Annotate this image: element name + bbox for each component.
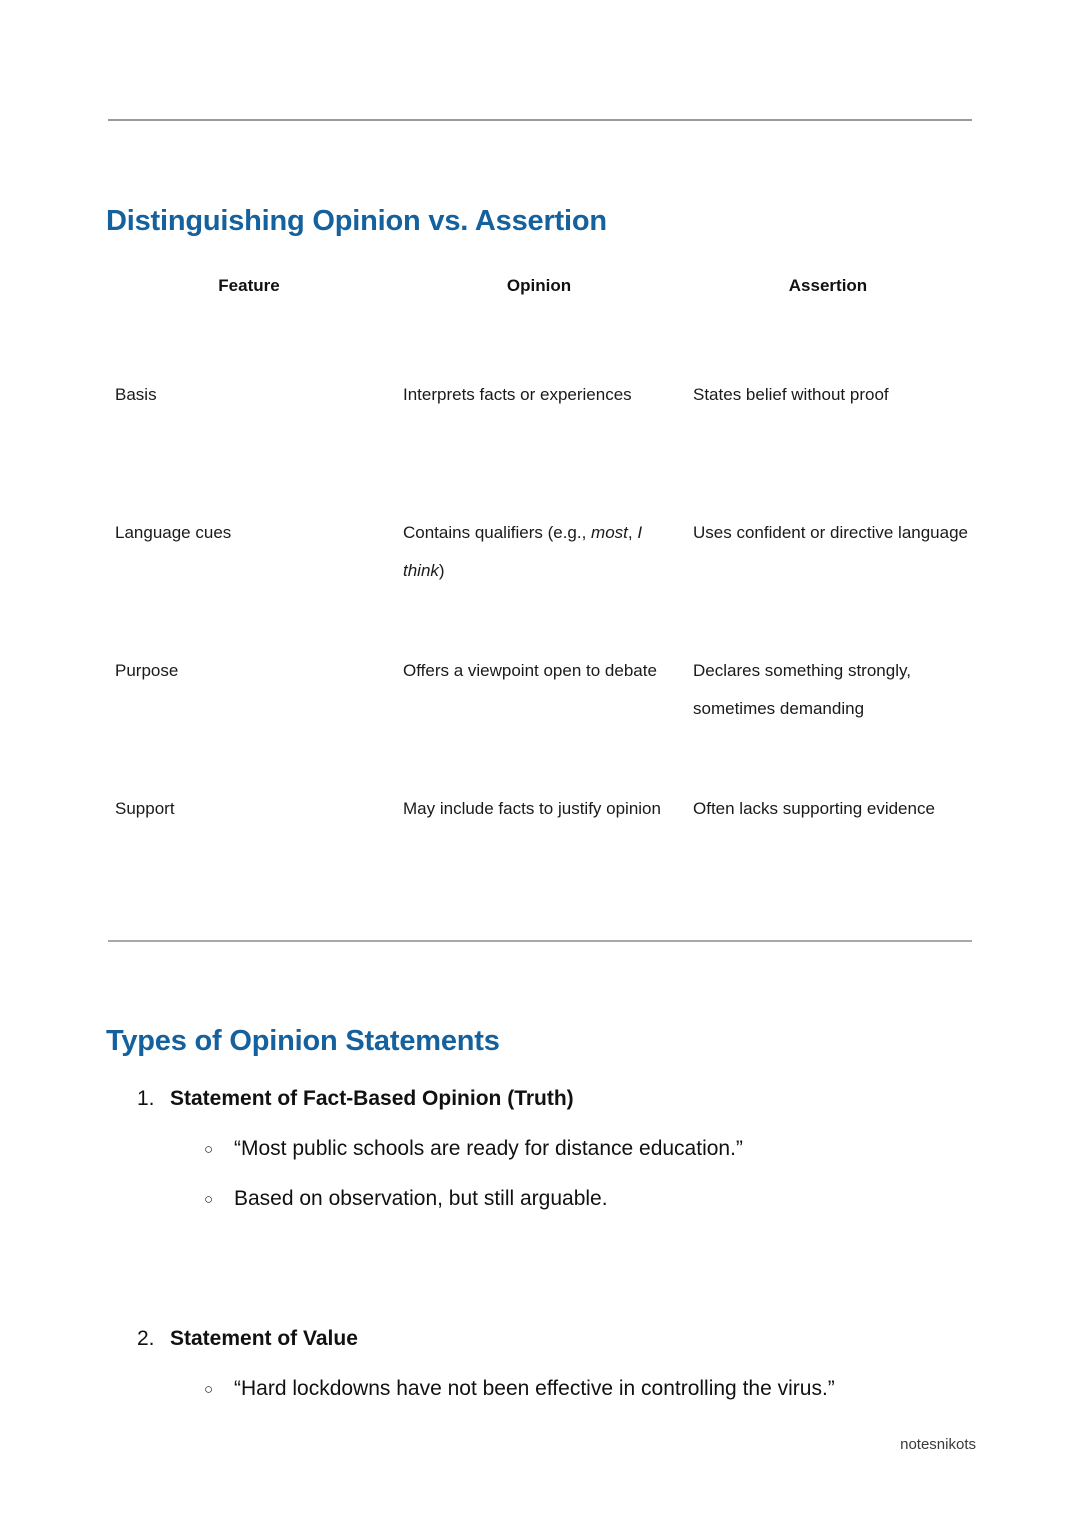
cell-assertion: Uses confident or directive language bbox=[693, 523, 968, 542]
list-item bbox=[0, 1322, 1080, 1422]
list-item bbox=[0, 1082, 1080, 1322]
cell-opinion-suffix: ) bbox=[438, 561, 445, 580]
table-body bbox=[0, 376, 1080, 928]
circle-bullet-icon: ○ bbox=[204, 1141, 214, 1158]
list-number: 1. bbox=[137, 1087, 155, 1110]
sub-list-text: “Most public schools are ready for distance education.” bbox=[234, 1137, 743, 1160]
list-number: 2. bbox=[137, 1327, 155, 1350]
cell-opinion-italic-1: most bbox=[591, 523, 628, 542]
cell-assertion: States belief without proof bbox=[693, 385, 889, 404]
column-header-opinion: Opinion bbox=[506, 276, 572, 295]
table-row bbox=[0, 376, 1080, 514]
table-row bbox=[0, 514, 1080, 652]
sub-list-item bbox=[0, 1132, 1080, 1182]
list-label: Statement of Value bbox=[170, 1327, 358, 1350]
cell-opinion-prefix: Contains qualifiers (e.g., bbox=[403, 523, 592, 542]
circle-bullet-icon: ○ bbox=[204, 1191, 214, 1208]
list-label: Statement of Fact-Based Opinion (Truth) bbox=[170, 1087, 574, 1110]
cell-opinion: Interprets facts or experiences bbox=[403, 385, 632, 404]
cell-opinion-italic-2: I think bbox=[403, 523, 643, 580]
cell-opinion: Offers a viewpoint open to debate bbox=[403, 661, 657, 680]
section-title-types-of-opinion-statements: Types of Opinion Statements bbox=[106, 1025, 500, 1058]
cell-opinion-mid: , bbox=[627, 523, 638, 542]
column-header-assertion: Assertion bbox=[788, 276, 868, 295]
page-title-distinguishing-opinion-vs-assertion: Distinguishing Opinion vs. Assertion bbox=[106, 205, 607, 238]
comparison-table bbox=[0, 276, 1080, 928]
cell-assertion: Often lacks supporting evidence bbox=[693, 799, 935, 818]
divider-middle bbox=[108, 940, 972, 942]
cell-feature: Purpose bbox=[115, 661, 179, 680]
table-row bbox=[0, 652, 1080, 790]
numbered-heading bbox=[0, 1322, 1080, 1372]
column-header-feature: Feature bbox=[218, 276, 280, 295]
sub-list-text: “Hard lockdowns have not been effective in controlling the virus.” bbox=[234, 1377, 835, 1400]
divider-top bbox=[108, 119, 972, 121]
sub-list-item bbox=[0, 1372, 1080, 1422]
cell-assertion: Declares something strongly, sometimes demanding bbox=[693, 661, 911, 718]
cell-feature: Basis bbox=[115, 385, 157, 404]
cell-feature: Language cues bbox=[115, 523, 232, 542]
cell-opinion: May include facts to justify opinion bbox=[403, 799, 661, 818]
table-row bbox=[0, 790, 1080, 928]
sub-list-text: Based on observation, but still arguable. bbox=[234, 1187, 608, 1210]
table-header-row bbox=[0, 276, 1080, 314]
circle-bullet-icon: ○ bbox=[204, 1381, 214, 1398]
numbered-heading bbox=[0, 1082, 1080, 1132]
cell-opinion bbox=[403, 514, 683, 590]
footer-watermark: notesnikots bbox=[900, 1436, 976, 1453]
opinion-types-list bbox=[0, 1082, 1080, 1422]
sub-list-item bbox=[0, 1182, 1080, 1232]
cell-feature: Support bbox=[115, 799, 175, 818]
